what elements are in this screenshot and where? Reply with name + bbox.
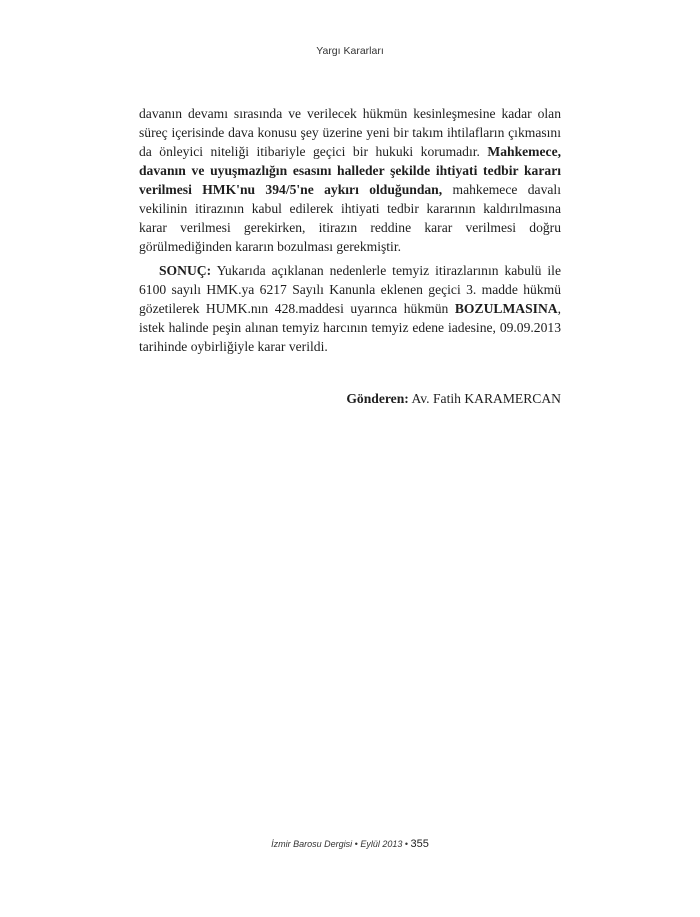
footer-page-separator: • (404, 839, 409, 849)
sender-label: Gönderen: (346, 391, 409, 406)
paragraph-2-bold-text: BOZULMASINA (454, 301, 558, 316)
page-number: 355 (410, 838, 429, 850)
paragraph-1-bold-text: Mahkemece, davanın ve uyuşmazlığın esasını halleder şekilde ihtiyati tedbir kararı verilmesi HMK'nu 394/5'ne aykırı olduğundan, (139, 144, 561, 197)
paragraph-1-text-after: mahkemece davalı vekilinin itirazının kabul edilerek ihtiyati tedbir kararının kaldırılmasına karar verilmesi gerekirken, itirazın reddine karar verilmesi doğru görülmediğinden kararın bozulması gerekmiştir. (139, 182, 561, 254)
paragraph-2-text-before: Yukarıda açıklanan nedenlerle temyiz itirazlarının kabulü ile 6100 sayılı HMK.ya 6217 Sayılı Kanunla eklenen geçici 3. madde hükmü gözetilerek HUMK.nın 428.maddesi uyarınca hükmün (139, 263, 561, 316)
conclusion-label: SONUÇ: (159, 263, 212, 278)
running-header (0, 45, 700, 57)
body-paragraph-1 (139, 104, 561, 256)
sender-name: Av. Fatih KARAMERCAN (411, 391, 561, 406)
footer-journal-name: İzmir Barosu Dergisi (271, 839, 353, 849)
paragraph-2-text-after: , istek halinde peşin alınan temyiz harcının temyiz edene iadesine, 09.09.2013 tarihinde oybirliğiyle karar verildi. (139, 301, 561, 354)
footer-separator: • (354, 839, 358, 849)
sender-line (139, 389, 561, 408)
paragraph-1-text-before: davanın devamı sırasında ve verilecek hükmün kesinleşmesine kadar olan süreç içerisinde dava konusu şey üzerine yeni bir takım ihtilafların çıkmasını da önleyici niteliği itibariyle geçici bir hukuki korumadır. (139, 106, 561, 159)
header-title: Yargı Kararları (316, 45, 384, 57)
page-footer (0, 838, 700, 850)
body-paragraph-2 (139, 261, 561, 356)
footer-date: Eylül 2013 (360, 839, 403, 849)
